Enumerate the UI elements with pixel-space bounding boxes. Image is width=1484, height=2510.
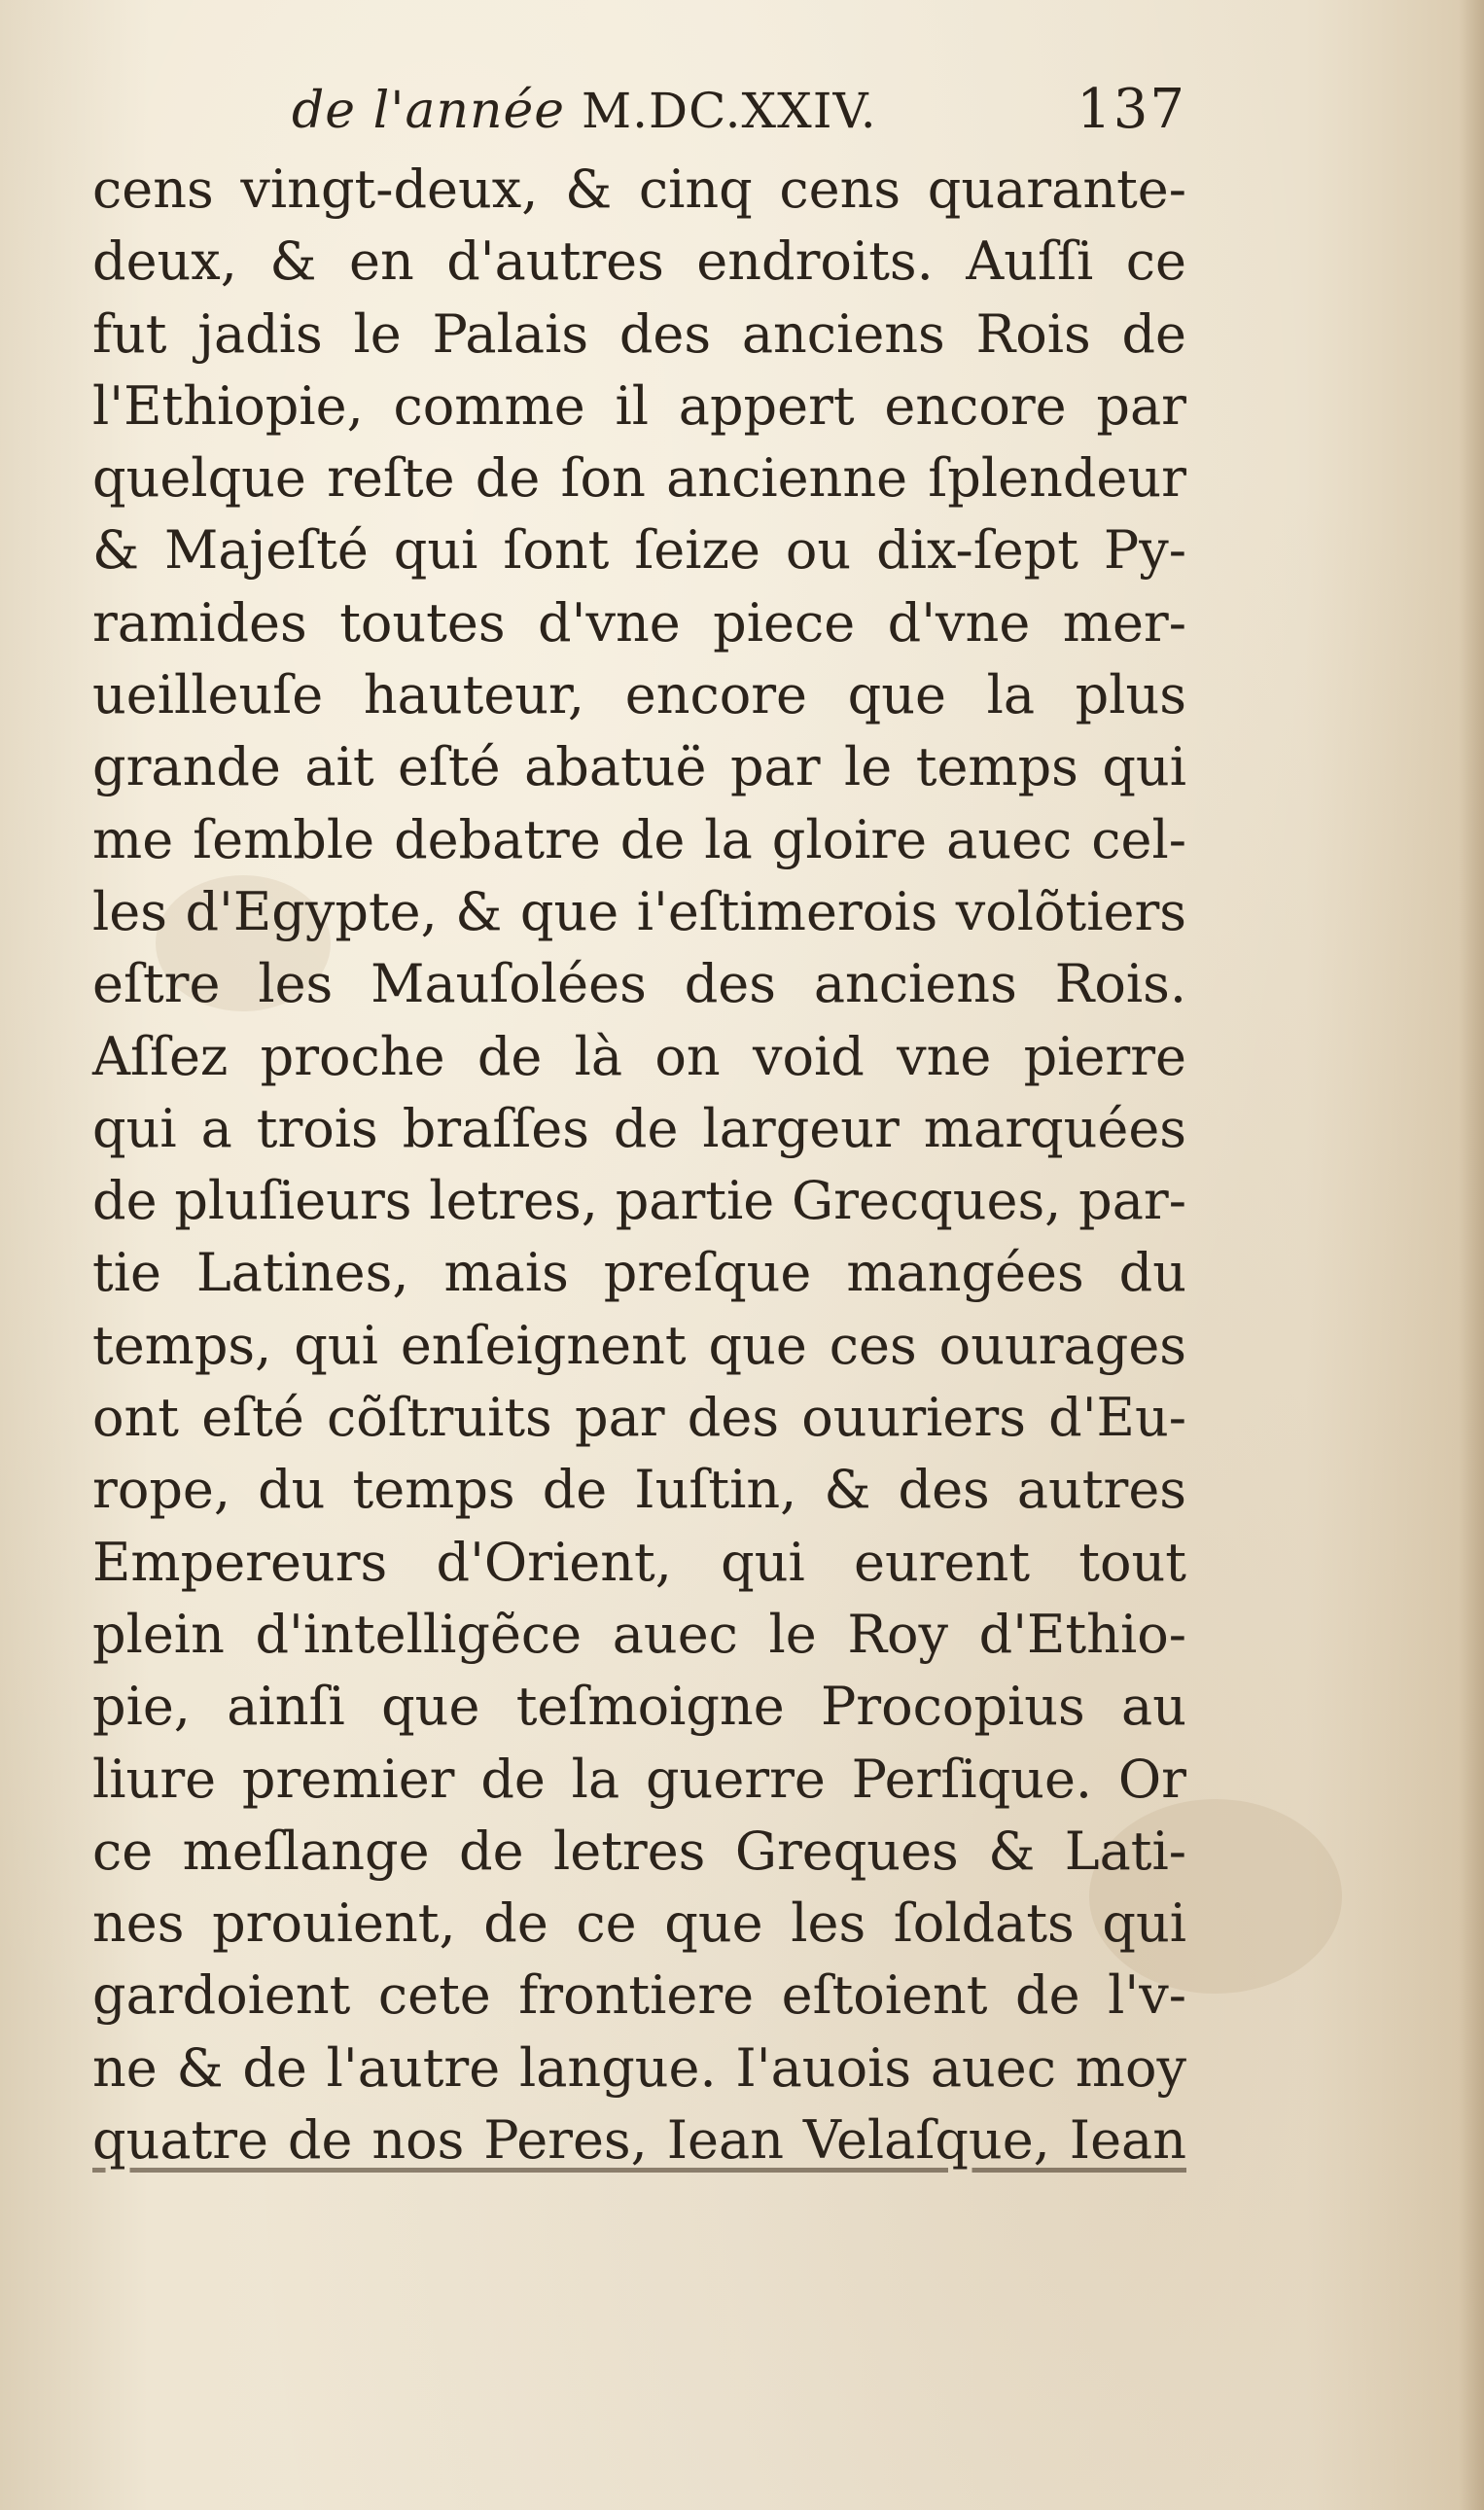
text-line: plein d'intelligẽce auec le Roy d'Ethio- <box>92 1603 1186 1665</box>
text-line: me ſemble debatre de la gloire auec cel- <box>92 808 1186 870</box>
text-line: les d'Egypte, & que i'eſtimerois volõtiers <box>92 880 1186 942</box>
text-line: ueilleuſe hauteur, encore que la plus <box>92 664 1186 726</box>
text-line: ont eſté cõſtruits par des ouuriers d'Eu- <box>92 1387 1186 1449</box>
running-head-year: M.DC.XXIV. <box>581 83 877 139</box>
text-line: & Majeſté qui ſont ſeize ou dix-ſept Py- <box>92 519 1186 582</box>
text-line: Aſſez proche de là on void vne pierre <box>92 1025 1186 1087</box>
body-text <box>92 154 1186 2215</box>
text-line: qui a trois braſſes de largeur marquées <box>92 1097 1186 1159</box>
text-line: Empereurs d'Orient, qui eurent tout <box>92 1531 1186 1593</box>
running-head-prefix: de l'année <box>292 82 566 140</box>
page-number: 137 <box>1077 78 1186 141</box>
text-line: fut jadis le Palais des anciens Rois de <box>92 302 1186 365</box>
text-line: cens vingt-deux, & cinq cens quarante- <box>92 159 1186 220</box>
text-line: deux, & en d'autres endroits. Auſſi ce <box>92 230 1186 293</box>
text-line: temps, qui enſeignent que ces ouurages <box>92 1314 1186 1376</box>
text-line: ce meſlange de letres Greques & Lati- <box>92 1820 1186 1882</box>
text-line: tie Latines, mais preſque mangées du <box>92 1242 1186 1304</box>
page-edge-shadow <box>1459 0 1484 2510</box>
text-line: rope, du temps de Iuſtin, & des autres <box>92 1459 1186 1521</box>
page-header <box>292 68 1186 146</box>
text-line: eſtre les Mauſolées des anciens Rois. <box>92 953 1186 1015</box>
text-line: gardoient cete frontiere eſtoient de l'v- <box>92 1964 1186 2027</box>
text-line: quatre de nos Peres, Iean Velaſque, Iean <box>92 2109 1186 2172</box>
text-line: liure premier de la guerre Perſique. Or <box>92 1748 1186 1810</box>
text-line: ne & de l'autre langue. I'auois auec moy <box>92 2036 1186 2099</box>
text-line: quelque reſte de ſon ancienne ſplendeur <box>92 447 1186 510</box>
text-line: l'Ethiopie, comme il appert encore par <box>92 374 1186 437</box>
text-line: grande ait eſté abatuë par le temps qui <box>92 736 1186 798</box>
running-head <box>292 82 877 140</box>
text-line: pie, ainſi que teſmoigne Procopius au <box>92 1676 1186 1738</box>
text-line: de pluſieurs letres, partie Grecques, par- <box>92 1170 1186 1232</box>
text-line: nes prouient, de ce que les ſoldats qui <box>92 1892 1186 1955</box>
text-line: ramides toutes d'vne piece d'vne mer- <box>92 591 1186 654</box>
